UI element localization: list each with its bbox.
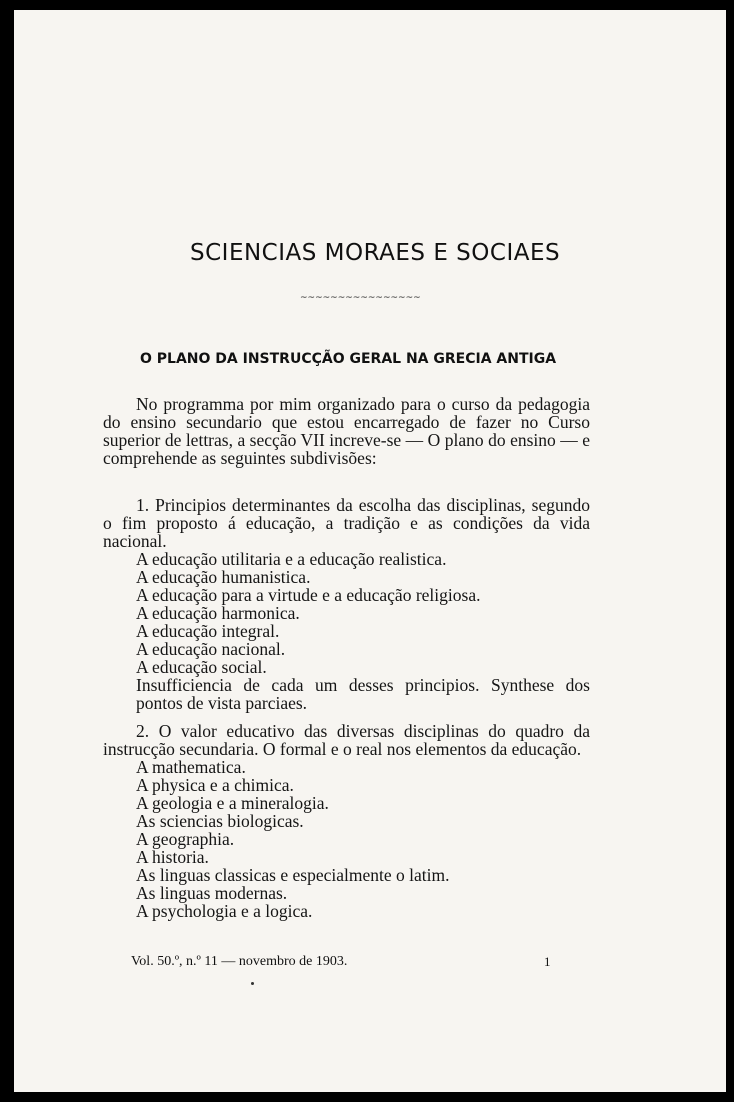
list-item: A educação para a virtude e a educação religiosa. — [136, 585, 481, 605]
list-item: A educação integral. — [136, 621, 280, 641]
intro-paragraph: No programma por mim organizado para o curso da pedagogia do ensino secundario que estou encarregado de fazer no Curso superior de lettras, a secção VII increve-se — O plano do ensino — e comprehende as seguintes subdivisões: — [103, 394, 590, 468]
list-item: A educação nacional. — [136, 639, 286, 659]
signature-mark: 1 — [544, 954, 551, 969]
list-item: A historia. — [136, 847, 209, 867]
list-item: A mathematica. — [136, 757, 246, 777]
section-2-heading: 2. O valor educativo das diversas disciplinas do quadro da instrucção secundaria. O formal e o real nos elementos da educação. — [103, 721, 590, 759]
section-1-heading: 1. Principios determinantes da escolha das disciplinas, segundo o fim proposto á educação, a tradição e as condições da vida nacional. — [103, 495, 590, 551]
intro-block — [103, 395, 590, 467]
section-1-closing: Insufficiencia de cada um desses principios. Synthese dos pontos de vista parciaes. — [136, 675, 590, 713]
list-item: A educação utilitaria e a educação realistica. — [136, 549, 447, 569]
list-item: As linguas classicas e especialmente o latim. — [136, 865, 450, 885]
section-1 — [103, 496, 590, 712]
list-item: A educação humanistica. — [136, 567, 311, 587]
list-item: A geographia. — [136, 829, 235, 849]
list-item: As sciencias biologicas. — [136, 811, 304, 831]
list-item: A educação social. — [136, 657, 267, 677]
footer-dot — [251, 982, 254, 985]
issue-footer: Vol. 50.º, n.º 11 — novembro de 1903. — [131, 954, 348, 969]
page-title: SCIENCIAS MORAES E SOCIAES — [190, 240, 561, 266]
list-item: A educação harmonica. — [136, 603, 300, 623]
document-page — [14, 10, 726, 1092]
article-subtitle: O PLANO DA INSTRUCÇÃO GERAL NA GRECIA ANTIGA — [140, 351, 557, 367]
list-item: As linguas modernas. — [136, 883, 288, 903]
list-item: A psychologia e a logica. — [136, 901, 313, 921]
list-item: A geologia e a mineralogia. — [136, 793, 329, 813]
section-2 — [103, 722, 590, 920]
list-item: A physica e a chimica. — [136, 775, 294, 795]
title-ornament: ~~~~~~~~~~~~~~~~ — [300, 293, 421, 303]
